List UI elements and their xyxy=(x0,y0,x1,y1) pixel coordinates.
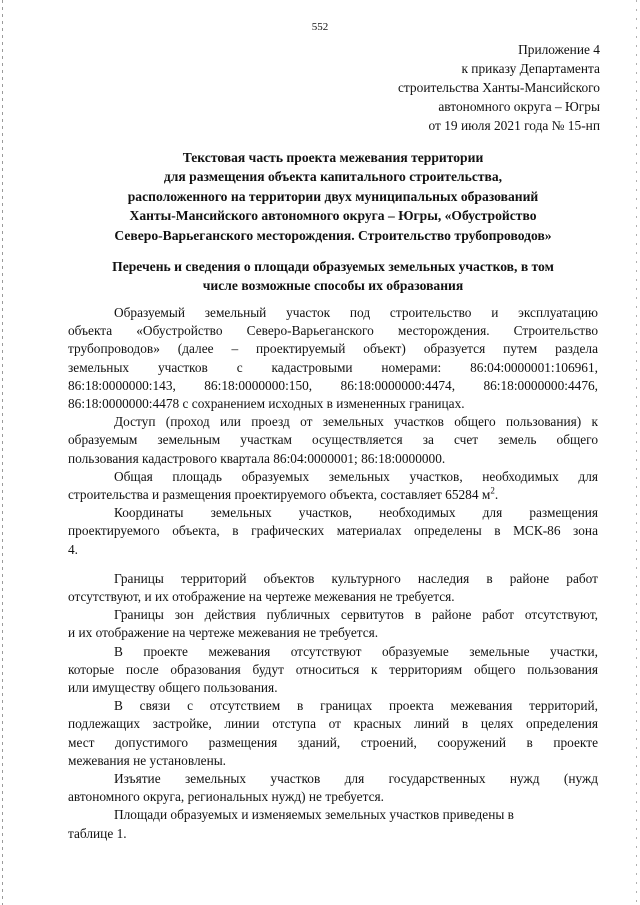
text-line: пользования кадастрового квартала 86:04:0000001; 86:18:0000000. xyxy=(68,450,446,466)
paragraph-cultural-heritage xyxy=(68,570,598,606)
section-heading-line: числе возможные способы их образования xyxy=(202,277,464,293)
text-line: межевания не установлены. xyxy=(68,752,227,768)
section-heading-line: Перечень и сведения о площади образуемых земельных участков, в том xyxy=(112,259,554,274)
text-line: или имуществу общего пользования. xyxy=(68,680,278,696)
paragraph-table-reference xyxy=(68,806,598,842)
appendix-line: автономного округа – Югры xyxy=(438,99,600,114)
paragraph-seizure xyxy=(68,770,598,806)
title-line: расположенного на территории двух муниципальных образований xyxy=(127,188,539,204)
text-line: мест допустимого размещения зданий, строений, сооружений в проекте xyxy=(68,734,598,750)
text-line: В связи с отсутствием в границах проекта межевания территорий, xyxy=(114,698,598,714)
text-line: Доступ (проход или проезд от земельных участков общего пользования) к xyxy=(114,414,598,430)
text-line: Границы территорий объектов культурного наследия в районе работ xyxy=(114,570,598,586)
text-line: 4. xyxy=(68,541,79,557)
page-number: 552 xyxy=(311,21,329,33)
text-line: объекта «Обустройство Северо-Варьеганского месторождения. Строительство xyxy=(68,323,598,339)
text-line: 86:18:0000000:4478 с сохранением исходных в измененных границах. xyxy=(68,396,465,412)
text-line: В проекте межевания отсутствуют образуемые земельные участки, xyxy=(114,643,598,659)
text-line: Образуемый земельный участок под строительство и эксплуатацию xyxy=(114,305,598,320)
paragraph-total-area xyxy=(68,468,598,504)
title-line: Ханты-Мансийского автономного округа – Югры, «Обустройство xyxy=(129,208,537,224)
paragraph-setback-lines xyxy=(68,697,598,770)
text-line: образуемым земельным участкам осуществляется за счет земель общего xyxy=(68,432,598,448)
text-line: трубопроводов» (далее – проектируемый объект) образуется путем раздела xyxy=(68,341,598,357)
paragraph-coordinates xyxy=(68,504,598,559)
scan-edge-right xyxy=(636,0,637,905)
text-line: 86:18:0000000:143, 86:18:0000000:150, 86:18:0000000:4474, 86:18:0000000:4476, xyxy=(68,377,598,393)
appendix-line: Приложение 4 xyxy=(518,42,600,57)
text-line: автономного округа, региональных нужд) не требуется. xyxy=(68,789,384,805)
appendix-header xyxy=(300,40,600,135)
document-body xyxy=(68,304,598,843)
paragraph-access xyxy=(68,413,598,468)
text-line: Площади образуемых и изменяемых земельных участков приведены в xyxy=(114,807,514,823)
scan-edge-left xyxy=(2,0,3,905)
text-line: проектируемого объекта, в графических материалах определены в МСК-86 зона xyxy=(68,523,598,539)
area-end: . xyxy=(494,487,499,503)
area-text: строительства и размещения проектируемого объекта, составляет 65284 м xyxy=(68,487,491,503)
paragraph-land-plot-formation xyxy=(68,304,598,413)
text-line: Изъятие земельных участков для государственных нужд (нужд xyxy=(114,771,598,787)
text-line: и их отображение на чертеже межевания не требуется. xyxy=(68,625,379,641)
text-line: которые после образования будут относиться к территориям общего пользования xyxy=(68,661,598,677)
text-line: Границы зон действия публичных сервитутов в районе работ отсутствуют, xyxy=(114,607,598,623)
title-line: для размещения объекта капитального строительства, xyxy=(163,169,503,185)
appendix-line: от 19 июля 2021 года № 15-нп xyxy=(428,118,600,133)
document-title xyxy=(68,148,598,245)
text-line: Координаты земельных участков, необходимых для размещения xyxy=(114,505,598,521)
area-unit-superscript: 2 xyxy=(490,485,495,496)
title-line: Северо-Варьеганского месторождения. Строительство трубопроводов» xyxy=(114,227,552,243)
text-line: Общая площадь образуемых земельных участков, необходимых для xyxy=(114,468,598,484)
paragraph-servitudes xyxy=(68,606,598,642)
text-line-area xyxy=(68,486,598,504)
appendix-line: строительства Ханты-Мансийского xyxy=(397,80,600,95)
text-line: подлежащих застройке, линии отступа от красных линий в целях определения xyxy=(68,716,598,732)
text-line: земельных участков с кадастровыми номерами: 86:04:0000001:106961, xyxy=(68,359,598,375)
paragraph-public-use xyxy=(68,643,598,698)
text-line: отсутствуют, и их отображение на чертеже межевания не требуется. xyxy=(68,589,455,605)
section-heading xyxy=(68,258,598,295)
text-line: таблице 1. xyxy=(68,825,127,841)
appendix-line: к приказу Департамента xyxy=(461,61,600,76)
title-line: Текстовая часть проекта межевания территории xyxy=(182,150,484,165)
